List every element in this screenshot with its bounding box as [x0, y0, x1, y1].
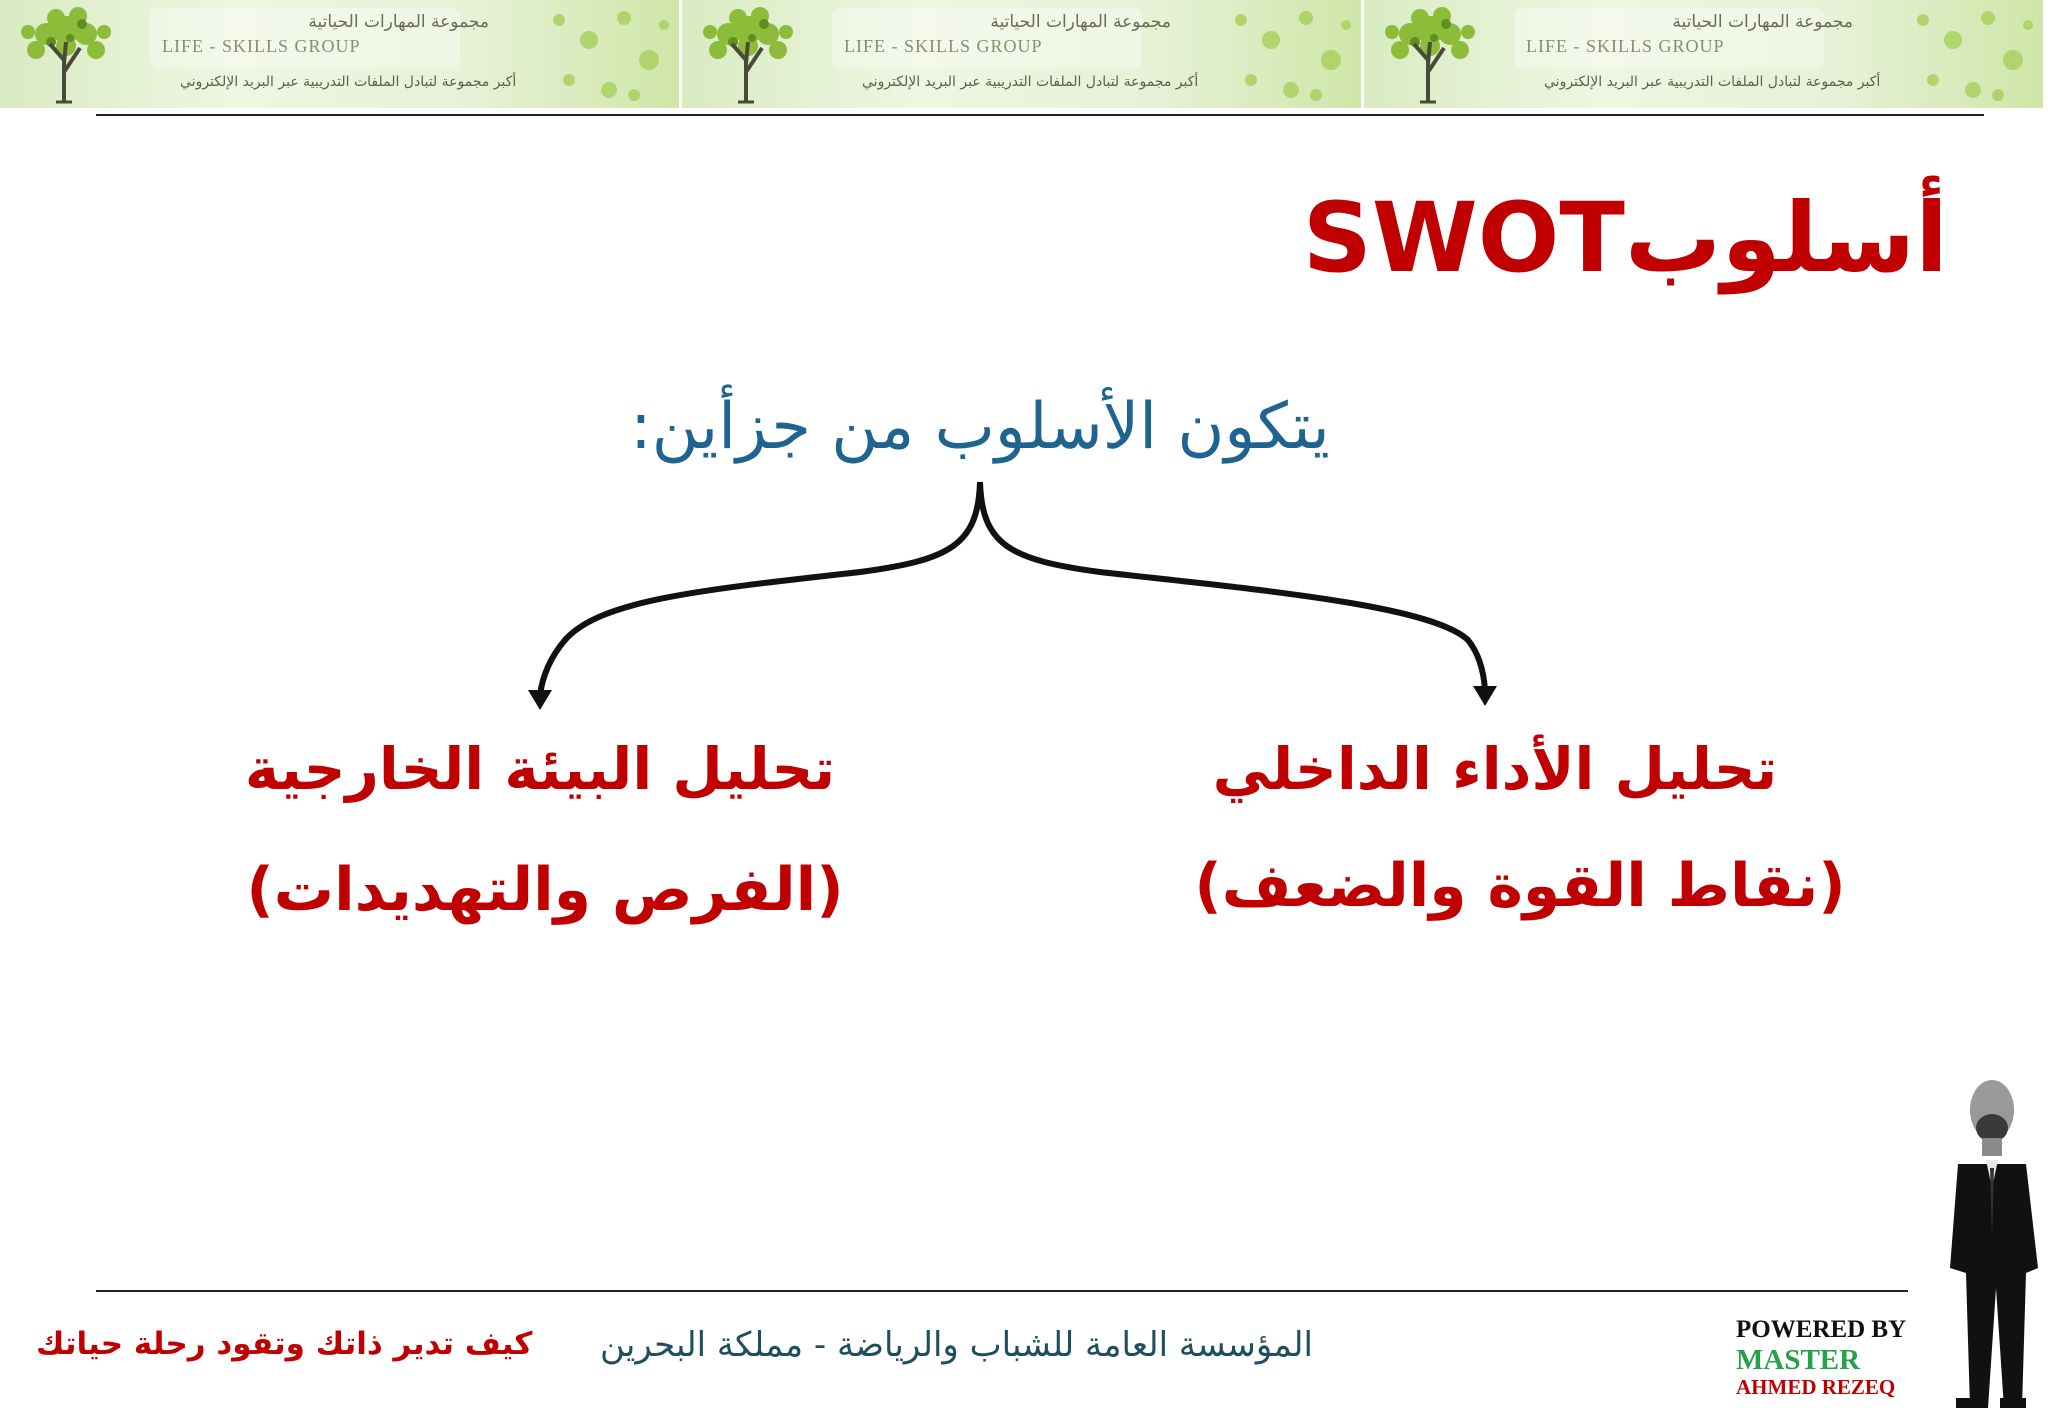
arrow-left-path: [540, 482, 980, 695]
header-banner: [0, 0, 2048, 110]
banner-english-title: LIFE - SKILLS GROUP: [1526, 36, 1725, 56]
tree-logo-icon: [1370, 2, 1490, 106]
banner-tile: [0, 0, 682, 108]
external-analysis-title: تحليل البيئة الخارجية: [244, 735, 836, 803]
banner-tagline: أكبر مجموعة لتبادل الملفات التدريبية عبر البريد الإلكتروني: [1544, 74, 1881, 90]
powered-by-block: [1736, 1316, 1906, 1400]
arrow-left-head: [528, 690, 552, 710]
internal-analysis-title: تحليل الأداء الداخلي: [1212, 735, 1778, 803]
banner-english-title: LIFE - SKILLS GROUP: [844, 36, 1043, 56]
footer-divider: [96, 1290, 1908, 1292]
banner-tile: [682, 0, 1364, 108]
banner-tagline: أكبر مجموعة لتبادل الملفات التدريبية عبر البريد الإلكتروني: [180, 74, 517, 90]
slide-subtitle: يتكون الأسلوب من جزأين:: [630, 390, 1330, 464]
banner-tile: [1364, 0, 2046, 108]
banner-english-title: LIFE - SKILLS GROUP: [162, 36, 361, 56]
banner-arabic-title: مجموعة المهارات الحياتية: [1672, 12, 1853, 32]
arrow-right-head: [1473, 686, 1497, 706]
footer-organization: المؤسسة العامة للشباب والرياضة - مملكة البحرين: [600, 1325, 1313, 1365]
footer-course-title: كيف تدير ذاتك وتقود رحلة حياتك: [36, 1326, 533, 1362]
header-divider: [96, 114, 1984, 116]
banner-arabic-title: مجموعة المهارات الحياتية: [308, 12, 489, 32]
tree-logo-icon: [688, 2, 808, 106]
banner-tagline: أكبر مجموعة لتبادل الملفات التدريبية عبر البريد الإلكتروني: [862, 74, 1199, 90]
tree-logo-icon: [6, 2, 126, 106]
powered-by-label: POWERED BY: [1736, 1316, 1907, 1343]
external-analysis-detail: (الفرص والتهديدات): [246, 855, 844, 925]
author-name: AHMED REZEQ: [1736, 1375, 1896, 1400]
slide-title: أسلوبSWOT: [1302, 182, 1948, 294]
arrow-right-path: [980, 482, 1485, 690]
presenter-figure-icon: [1930, 1068, 2048, 1418]
decorative-dots-icon: [1211, 0, 1361, 108]
banner-arabic-title: مجموعة المهارات الحياتية: [990, 12, 1171, 32]
decorative-dots-icon: [1893, 0, 2043, 108]
brand-name: MASTER: [1736, 1344, 1861, 1376]
decorative-dots-icon: [529, 0, 679, 108]
internal-analysis-detail: (نقاط القوة والضعف): [1194, 851, 1846, 921]
